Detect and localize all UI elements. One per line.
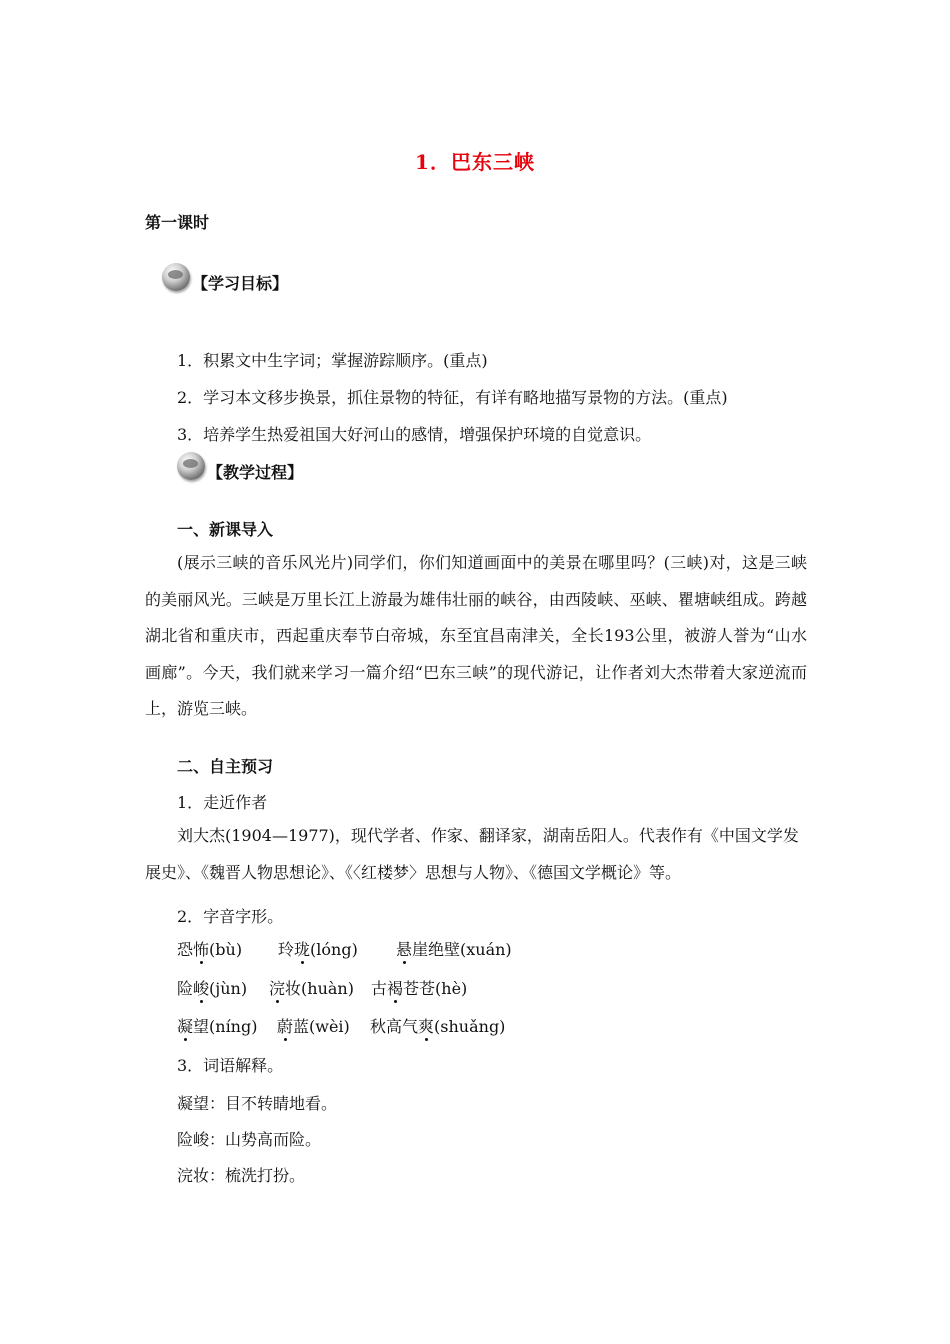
pronunciation-item: 浣妆(huàn)	[269, 979, 354, 998]
goals-label: 【学习目标】	[192, 274, 289, 293]
bullet-ball-icon	[177, 452, 205, 480]
emphasis-dot-char: 珑	[294, 940, 311, 959]
process-section-heading	[177, 452, 303, 480]
vocabulary-item: 凝望：目不转睛地看。	[177, 1094, 338, 1113]
pronunciation-row	[177, 976, 467, 999]
pronunciation-item: 蔚蓝(wèi)	[277, 1017, 350, 1036]
vocabulary-item: 险峻：山势高而险。	[177, 1130, 322, 1149]
goal-item: 1．积累文中生字词；掌握游踪顺序。(重点)	[177, 351, 488, 370]
bullet-ball-icon	[162, 263, 190, 291]
author-heading: 1．走近作者	[177, 793, 268, 812]
pronunciation-item: 秋高气爽(shuǎng)	[370, 1017, 506, 1036]
pronunciation-item: 玲珑(lóng)	[278, 940, 358, 959]
emphasis-dot-char: 悬	[396, 940, 413, 959]
goal-item: 2．学习本文移步换景，抓住景物的特征，有详有略地描写景物的方法。(重点)	[177, 388, 728, 407]
part1-heading: 一、新课导入	[177, 520, 274, 539]
pronunciation-item: 古褐苍苍(hè)	[371, 979, 468, 998]
pronunciation-row	[177, 1014, 505, 1037]
goal-item: 3．培养学生热爱祖国大好河山的感情，增强保护环境的自觉意识。	[177, 425, 652, 444]
vocabulary-item: 浣妆：梳洗打扮。	[177, 1166, 306, 1185]
vocabulary-heading: 3．词语解释。	[177, 1056, 284, 1075]
emphasis-dot-char: 峻	[193, 979, 210, 998]
page-title: 1．巴东三峡	[415, 150, 535, 174]
emphasis-dot-char: 凝	[177, 1017, 194, 1036]
pronunciation-item: 恐怖(bù)	[177, 940, 243, 959]
intro-paragraph: (展示三峡的音乐风光片)同学们，你们知道画面中的美景在哪里吗？(三峡)对，这是三峡的美丽风光。三峡是万里长江上游最为雄伟壮丽的峡谷，由西陵峡、巫峡、瞿塘峡组成。跨越湖北省和重庆市，西起重庆奉节白帝城，东至宜昌南津关，全长193公里，被游人誉为“山水画廊”。今天，我们就来学习一篇介绍“巴东三峡”的现代游记，让作者刘大杰带着大家逆流而上，游览三峡。	[145, 553, 807, 718]
emphasis-dot-char: 怖	[193, 940, 210, 959]
lesson-subtitle: 第一课时	[145, 213, 210, 232]
process-label: 【教学过程】	[207, 463, 304, 482]
pronunciation-heading: 2．字音字形。	[177, 907, 284, 926]
pronunciation-row	[177, 937, 512, 960]
author-paragraph: 刘大杰(1904—1977)，现代学者、作家、翻译家，湖南岳阳人。代表作有《中国文学发展史》、《魏晋人物思想论》、《〈红楼梦〉思想与人物》、《德国文学概论》等。	[145, 826, 799, 882]
emphasis-dot-char: 褐	[387, 979, 404, 998]
emphasis-dot-char: 爽	[418, 1017, 435, 1036]
pronunciation-item: 悬崖绝壁(xuán)	[396, 940, 512, 959]
goals-section-heading	[162, 263, 288, 291]
part2-heading: 二、自主预习	[177, 757, 274, 776]
emphasis-dot-char: 浣	[269, 979, 286, 998]
pronunciation-item: 凝望(níng)	[177, 1017, 258, 1036]
pronunciation-item: 险峻(jùn)	[177, 979, 248, 998]
emphasis-dot-char: 蔚	[277, 1017, 294, 1036]
